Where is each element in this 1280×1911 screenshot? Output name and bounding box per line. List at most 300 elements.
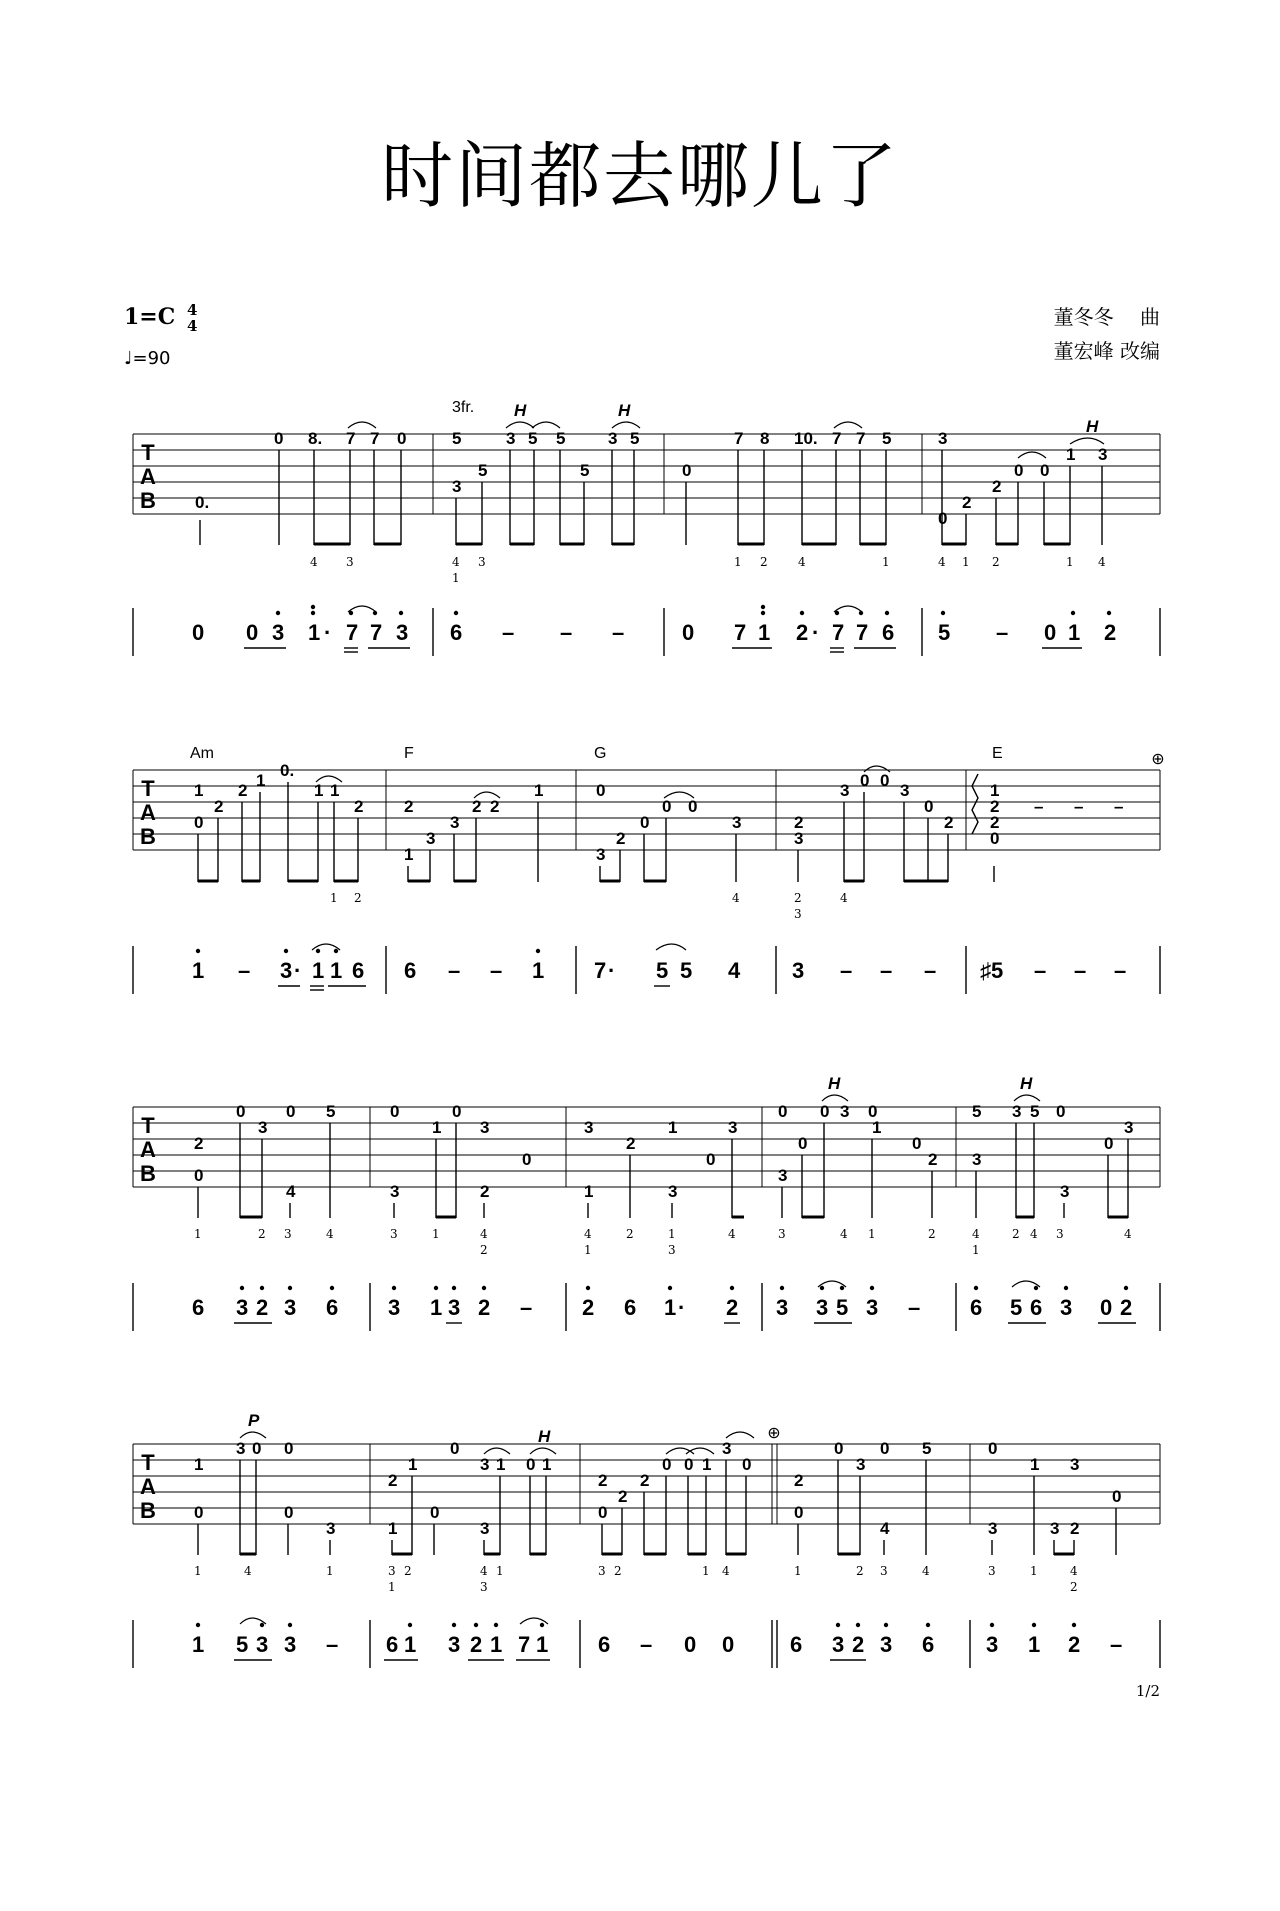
svg-text:3: 3: [1050, 1519, 1060, 1538]
chord-e: E: [992, 745, 1003, 762]
svg-text:3: 3: [256, 1632, 269, 1657]
svg-text:7: 7: [734, 620, 747, 645]
svg-text:3: 3: [284, 1295, 297, 1320]
svg-text:–: –: [560, 620, 573, 645]
svg-text:1: 1: [882, 555, 890, 569]
svg-text:2: 2: [856, 1564, 864, 1578]
svg-text:5: 5: [452, 429, 462, 448]
svg-text:1: 1: [1068, 620, 1081, 645]
svg-text:5: 5: [1010, 1295, 1023, 1320]
svg-text:5: 5: [680, 958, 693, 983]
svg-text:3: 3: [258, 1118, 268, 1137]
svg-text:0: 0: [596, 781, 606, 800]
jianpu-octave-dots: [276, 605, 1111, 615]
svg-text:2: 2: [990, 813, 1000, 832]
svg-text:T: T: [141, 1113, 155, 1138]
jianpu-notation: [192, 620, 1116, 645]
svg-text:3: 3: [284, 1632, 297, 1657]
svg-text:3: 3: [880, 1564, 888, 1578]
svg-text:4: 4: [1030, 1227, 1038, 1241]
svg-text:3: 3: [1124, 1118, 1134, 1137]
svg-text:0: 0: [860, 771, 870, 790]
svg-text:10.: 10.: [794, 429, 818, 448]
svg-text:6: 6: [598, 1632, 611, 1657]
svg-text:6: 6: [624, 1295, 637, 1320]
svg-text:–: –: [1034, 797, 1044, 816]
svg-text:1: 1: [308, 620, 321, 645]
svg-text:2: 2: [928, 1150, 938, 1169]
svg-text:6: 6: [790, 1632, 803, 1657]
svg-text:1: 1: [404, 1632, 417, 1657]
svg-text:5: 5: [580, 461, 590, 480]
svg-text:3: 3: [390, 1182, 400, 1201]
svg-text:5: 5: [1030, 1102, 1040, 1121]
svg-text:2: 2: [616, 829, 626, 848]
svg-text:–: –: [1074, 958, 1087, 983]
svg-text:H: H: [514, 401, 527, 420]
svg-text:2: 2: [1120, 1295, 1133, 1320]
svg-text:4: 4: [972, 1227, 980, 1241]
svg-text:0: 0: [194, 1503, 204, 1522]
svg-text:0: 0: [1112, 1487, 1122, 1506]
svg-text:5: 5: [326, 1102, 336, 1121]
svg-text:2: 2: [354, 797, 364, 816]
svg-text:1: 1: [256, 771, 266, 790]
svg-text:3: 3: [448, 1632, 461, 1657]
svg-text:B: B: [140, 1498, 156, 1523]
coda-icon: ⊕: [767, 1423, 781, 1442]
svg-text:2: 2: [404, 1564, 412, 1578]
svg-text:2: 2: [478, 1295, 491, 1320]
svg-text:0: 0: [798, 1134, 808, 1153]
svg-text:2: 2: [404, 797, 414, 816]
svg-text:·: ·: [294, 958, 302, 983]
svg-text:–: –: [840, 958, 853, 983]
svg-text:7: 7: [594, 958, 607, 983]
svg-text:1: 1: [664, 1295, 677, 1320]
svg-text:3: 3: [728, 1118, 738, 1137]
svg-text:1: 1: [532, 958, 545, 983]
svg-text:5: 5: [656, 958, 669, 983]
tempo-value: =90: [132, 348, 171, 369]
svg-text:0: 0: [794, 1503, 804, 1522]
svg-text:2: 2: [388, 1471, 398, 1490]
svg-text:1: 1: [758, 620, 771, 645]
svg-text:0: 0: [1044, 620, 1057, 645]
svg-text:2: 2: [626, 1134, 636, 1153]
svg-text:7: 7: [832, 429, 842, 448]
svg-text:2: 2: [796, 620, 809, 645]
svg-text:3: 3: [1060, 1182, 1070, 1201]
svg-text:4: 4: [480, 1227, 488, 1241]
svg-text:0: 0: [778, 1102, 788, 1121]
svg-text:2: 2: [992, 555, 1000, 569]
svg-text:0: 0: [912, 1134, 922, 1153]
svg-text:0: 0: [868, 1102, 878, 1121]
svg-text:3: 3: [280, 958, 293, 983]
time-signature: 4 4: [186, 301, 198, 335]
svg-text:–: –: [640, 1632, 653, 1657]
svg-text:0: 0: [938, 509, 948, 528]
svg-text:6: 6: [450, 620, 463, 645]
svg-text:3: 3: [480, 1580, 488, 1594]
svg-text:7: 7: [370, 429, 380, 448]
svg-text:5: 5: [922, 1439, 932, 1458]
svg-text:1: 1: [432, 1227, 440, 1241]
svg-text:4: 4: [244, 1564, 252, 1578]
svg-text:0: 0: [682, 461, 692, 480]
svg-text:0: 0: [598, 1503, 608, 1522]
svg-text:2: 2: [598, 1471, 608, 1490]
svg-text:3: 3: [776, 1295, 789, 1320]
svg-text:1: 1: [490, 1632, 503, 1657]
svg-text:–: –: [502, 620, 515, 645]
svg-text:5: 5: [938, 620, 951, 645]
svg-text:2: 2: [256, 1295, 269, 1320]
svg-text:3: 3: [668, 1243, 676, 1257]
svg-text:–: –: [326, 1632, 339, 1657]
svg-text:5: 5: [556, 429, 566, 448]
svg-text:4: 4: [798, 555, 806, 569]
svg-text:3: 3: [1060, 1295, 1073, 1320]
svg-text:5: 5: [882, 429, 892, 448]
svg-text:0: 0: [688, 797, 698, 816]
svg-text:1: 1: [326, 1564, 334, 1578]
svg-text:5: 5: [236, 1632, 249, 1657]
svg-text:–: –: [238, 958, 251, 983]
svg-text:3: 3: [480, 1519, 490, 1538]
svg-text:3: 3: [284, 1227, 292, 1241]
svg-text:3: 3: [388, 1295, 401, 1320]
svg-text:–: –: [1034, 958, 1047, 983]
svg-text:5: 5: [478, 461, 488, 480]
svg-text:1: 1: [404, 845, 414, 864]
svg-text:3: 3: [816, 1295, 829, 1320]
svg-text:0: 0: [880, 771, 890, 790]
svg-text:3: 3: [988, 1564, 996, 1578]
svg-text:1: 1: [496, 1564, 504, 1578]
svg-text:3: 3: [668, 1182, 678, 1201]
svg-text:4: 4: [938, 555, 946, 569]
svg-text:1: 1: [192, 958, 205, 983]
tab-clef-b: B: [140, 488, 156, 513]
svg-text:3: 3: [986, 1632, 999, 1657]
svg-text:0: 0: [430, 1503, 440, 1522]
svg-text:3: 3: [236, 1295, 249, 1320]
svg-text:5: 5: [528, 429, 538, 448]
tab-clef-a: A: [140, 464, 156, 489]
svg-text:0: 0: [682, 620, 695, 645]
svg-text:0: 0: [706, 1150, 716, 1169]
svg-text:6: 6: [404, 958, 417, 983]
svg-text:·: ·: [678, 1295, 686, 1320]
arranger-credit: 董宏峰 改编: [1053, 339, 1160, 363]
svg-text:3: 3: [478, 555, 486, 569]
svg-text:1: 1: [1028, 1632, 1041, 1657]
svg-text:1: 1: [584, 1243, 592, 1257]
tab-system-1: [133, 399, 1160, 656]
svg-text:2: 2: [852, 1632, 865, 1657]
svg-text:2: 2: [760, 555, 768, 569]
svg-text:–: –: [1114, 797, 1124, 816]
svg-text:5: 5: [836, 1295, 849, 1320]
svg-text:2: 2: [1070, 1580, 1078, 1594]
svg-text:1: 1: [194, 1564, 202, 1578]
svg-text:4: 4: [732, 891, 740, 905]
svg-text:2: 2: [214, 797, 224, 816]
svg-text:4: 4: [584, 1227, 592, 1241]
quarter-note-icon: ♩: [124, 348, 133, 369]
svg-text:3: 3: [856, 1455, 866, 1474]
svg-text:2: 2: [1104, 620, 1117, 645]
svg-text:6: 6: [352, 958, 365, 983]
svg-text:3: 3: [900, 781, 910, 800]
svg-text:3: 3: [598, 1564, 606, 1578]
svg-text:7: 7: [346, 429, 356, 448]
svg-text:A: A: [140, 800, 156, 825]
svg-text:P: P: [248, 1411, 260, 1430]
chord-g: G: [594, 745, 607, 762]
svg-text:4: 4: [286, 1182, 296, 1201]
svg-text:1: 1: [194, 1227, 202, 1241]
svg-text:0: 0: [452, 1102, 462, 1121]
svg-text:1: 1: [990, 781, 1000, 800]
svg-text:3: 3: [326, 1519, 336, 1538]
svg-text:0: 0: [450, 1439, 460, 1458]
svg-text:3: 3: [452, 477, 462, 496]
svg-text:6: 6: [922, 1632, 935, 1657]
svg-text:–: –: [908, 1295, 921, 1320]
svg-text:3: 3: [938, 429, 948, 448]
svg-text:6: 6: [882, 620, 895, 645]
svg-text:1: 1: [388, 1519, 398, 1538]
svg-text:3: 3: [506, 429, 516, 448]
tab-notes: [195, 429, 1107, 528]
svg-text:1: 1: [872, 1118, 882, 1137]
coda-icon: ⊕: [1151, 749, 1165, 768]
svg-text:2: 2: [626, 1227, 634, 1241]
svg-text:0: 0: [390, 1102, 400, 1121]
svg-text:1: 1: [794, 1564, 802, 1578]
svg-text:1: 1: [534, 781, 544, 800]
svg-text:3: 3: [608, 429, 618, 448]
svg-text:1: 1: [668, 1118, 678, 1137]
svg-text:0: 0: [526, 1455, 536, 1474]
svg-text:2: 2: [258, 1227, 266, 1241]
svg-text:A: A: [140, 1474, 156, 1499]
svg-text:1: 1: [702, 1564, 710, 1578]
composer-credit: 董冬冬 曲: [1053, 305, 1160, 329]
svg-text:4: 4: [840, 891, 848, 905]
svg-text:7: 7: [734, 429, 744, 448]
svg-text:1: 1: [430, 1295, 443, 1320]
svg-text:3: 3: [778, 1227, 786, 1241]
svg-text:3: 3: [426, 829, 436, 848]
svg-text:3: 3: [396, 620, 409, 645]
tab-clef-t: T: [141, 440, 155, 465]
svg-text:4: 4: [922, 1564, 930, 1578]
svg-text:·: ·: [324, 620, 332, 645]
svg-text:1: 1: [330, 891, 338, 905]
svg-text:2: 2: [618, 1487, 628, 1506]
svg-text:3: 3: [840, 1102, 850, 1121]
fret-marker: 3fr.: [452, 399, 475, 416]
svg-text:3: 3: [988, 1519, 998, 1538]
tab-system-2: [133, 745, 1165, 994]
svg-text:3: 3: [388, 1564, 396, 1578]
svg-text:6: 6: [386, 1632, 399, 1657]
svg-text:0: 0: [1100, 1295, 1113, 1320]
svg-text:0: 0: [742, 1455, 752, 1474]
svg-text:0: 0: [274, 429, 284, 448]
svg-text:0: 0: [1104, 1134, 1114, 1153]
svg-text:2: 2: [928, 1227, 936, 1241]
svg-text:3: 3: [1012, 1102, 1022, 1121]
svg-text:4: 4: [326, 1227, 334, 1241]
svg-text:0: 0: [1040, 461, 1050, 480]
key-label: 1=C: [124, 304, 176, 330]
svg-text:–: –: [1110, 1632, 1123, 1657]
svg-text:A: A: [140, 1137, 156, 1162]
svg-text:3: 3: [832, 1632, 845, 1657]
svg-text:1: 1: [702, 1455, 712, 1474]
chord-am: Am: [190, 745, 214, 762]
svg-text:H: H: [828, 1074, 841, 1093]
svg-text:2: 2: [614, 1564, 622, 1578]
svg-text:1: 1: [1066, 555, 1074, 569]
svg-text:4: 4: [1070, 1564, 1078, 1578]
svg-text:1: 1: [194, 781, 204, 800]
svg-text:0: 0: [522, 1150, 532, 1169]
svg-text:1: 1: [972, 1243, 980, 1257]
tab-system-4: [133, 1411, 1160, 1668]
svg-text:0: 0: [640, 813, 650, 832]
svg-text:4: 4: [1124, 1227, 1132, 1241]
svg-text:4: 4: [480, 1564, 488, 1578]
svg-text:3: 3: [840, 781, 850, 800]
svg-text:H: H: [1086, 417, 1099, 436]
svg-text:2: 2: [794, 891, 802, 905]
svg-text:4: 4: [452, 555, 460, 569]
svg-text:1: 1: [452, 571, 460, 585]
svg-text:8.: 8.: [308, 429, 323, 448]
svg-text:2: 2: [480, 1182, 490, 1201]
svg-text:0: 0: [924, 797, 934, 816]
svg-text:3: 3: [972, 1150, 982, 1169]
svg-text:2: 2: [472, 797, 482, 816]
svg-text:3: 3: [778, 1166, 788, 1185]
svg-text:7: 7: [832, 620, 845, 645]
svg-text:2: 2: [794, 1471, 804, 1490]
svg-text:2: 2: [582, 1295, 595, 1320]
svg-text:–: –: [448, 958, 461, 983]
svg-text:0: 0: [397, 429, 407, 448]
svg-text:1: 1: [388, 1580, 396, 1594]
svg-text:2: 2: [944, 813, 954, 832]
svg-text:0.: 0.: [195, 493, 210, 512]
svg-text:2: 2: [490, 797, 500, 816]
svg-text:7: 7: [856, 620, 869, 645]
svg-text:4: 4: [722, 1564, 730, 1578]
svg-text:3: 3: [1098, 445, 1108, 464]
svg-text:0: 0: [246, 620, 259, 645]
page-number: 1/2: [1135, 1682, 1160, 1700]
svg-text:3: 3: [480, 1455, 490, 1474]
svg-text:0: 0: [662, 797, 672, 816]
svg-text:2: 2: [992, 477, 1002, 496]
chord-f: F: [404, 745, 414, 762]
svg-text:1: 1: [496, 1455, 506, 1474]
svg-text:2: 2: [726, 1295, 739, 1320]
svg-text:3: 3: [794, 829, 804, 848]
svg-text:1: 1: [542, 1455, 552, 1474]
svg-text:♯5: ♯5: [980, 958, 1004, 983]
svg-text:3: 3: [732, 813, 742, 832]
jianpu-underlines: [244, 648, 1082, 652]
svg-text:4: 4: [840, 1227, 848, 1241]
svg-text:2: 2: [1068, 1632, 1081, 1657]
svg-text:0: 0: [990, 829, 1000, 848]
svg-text:8: 8: [760, 429, 770, 448]
svg-text:7: 7: [518, 1632, 531, 1657]
fingerings: [310, 555, 1106, 585]
svg-text:3: 3: [450, 813, 460, 832]
svg-text:0: 0: [284, 1503, 294, 1522]
svg-text:–: –: [880, 958, 893, 983]
svg-text:3: 3: [346, 555, 354, 569]
svg-text:–: –: [612, 620, 625, 645]
svg-text:1: 1: [194, 1455, 204, 1474]
svg-text:3: 3: [272, 620, 285, 645]
svg-text:B: B: [140, 824, 156, 849]
svg-text:0: 0: [192, 620, 205, 645]
svg-text:B: B: [140, 1161, 156, 1186]
svg-text:1: 1: [536, 1632, 549, 1657]
svg-text:0.: 0.: [280, 761, 295, 780]
tab-system-3: [133, 1074, 1160, 1331]
svg-text:H: H: [1020, 1074, 1033, 1093]
svg-text:2: 2: [194, 1134, 204, 1153]
svg-text:4: 4: [728, 958, 741, 983]
svg-text:0: 0: [1014, 461, 1024, 480]
svg-text:3: 3: [866, 1295, 879, 1320]
svg-text:1: 1: [868, 1227, 876, 1241]
arpeggio-icon: [972, 774, 978, 834]
svg-text:3: 3: [794, 907, 802, 921]
svg-text:3: 3: [880, 1632, 893, 1657]
svg-text:–: –: [1074, 797, 1084, 816]
svg-text:1: 1: [1030, 1564, 1038, 1578]
svg-text:3: 3: [1070, 1455, 1080, 1474]
svg-text:0: 0: [684, 1632, 697, 1657]
svg-text:–: –: [996, 620, 1009, 645]
svg-text:4: 4: [880, 1519, 890, 1538]
svg-text:0: 0: [880, 1439, 890, 1458]
svg-text:0: 0: [194, 1166, 204, 1185]
svg-text:1: 1: [330, 781, 340, 800]
svg-text:3: 3: [1056, 1227, 1064, 1241]
svg-text:3: 3: [236, 1439, 246, 1458]
svg-text:6: 6: [1030, 1295, 1043, 1320]
svg-text:5: 5: [630, 429, 640, 448]
svg-text:3: 3: [448, 1295, 461, 1320]
svg-text:1: 1: [584, 1182, 594, 1201]
svg-text:1: 1: [1066, 445, 1076, 464]
svg-text:0: 0: [662, 1455, 672, 1474]
svg-text:4: 4: [728, 1227, 736, 1241]
svg-text:3: 3: [584, 1118, 594, 1137]
svg-text:–: –: [1114, 958, 1127, 983]
